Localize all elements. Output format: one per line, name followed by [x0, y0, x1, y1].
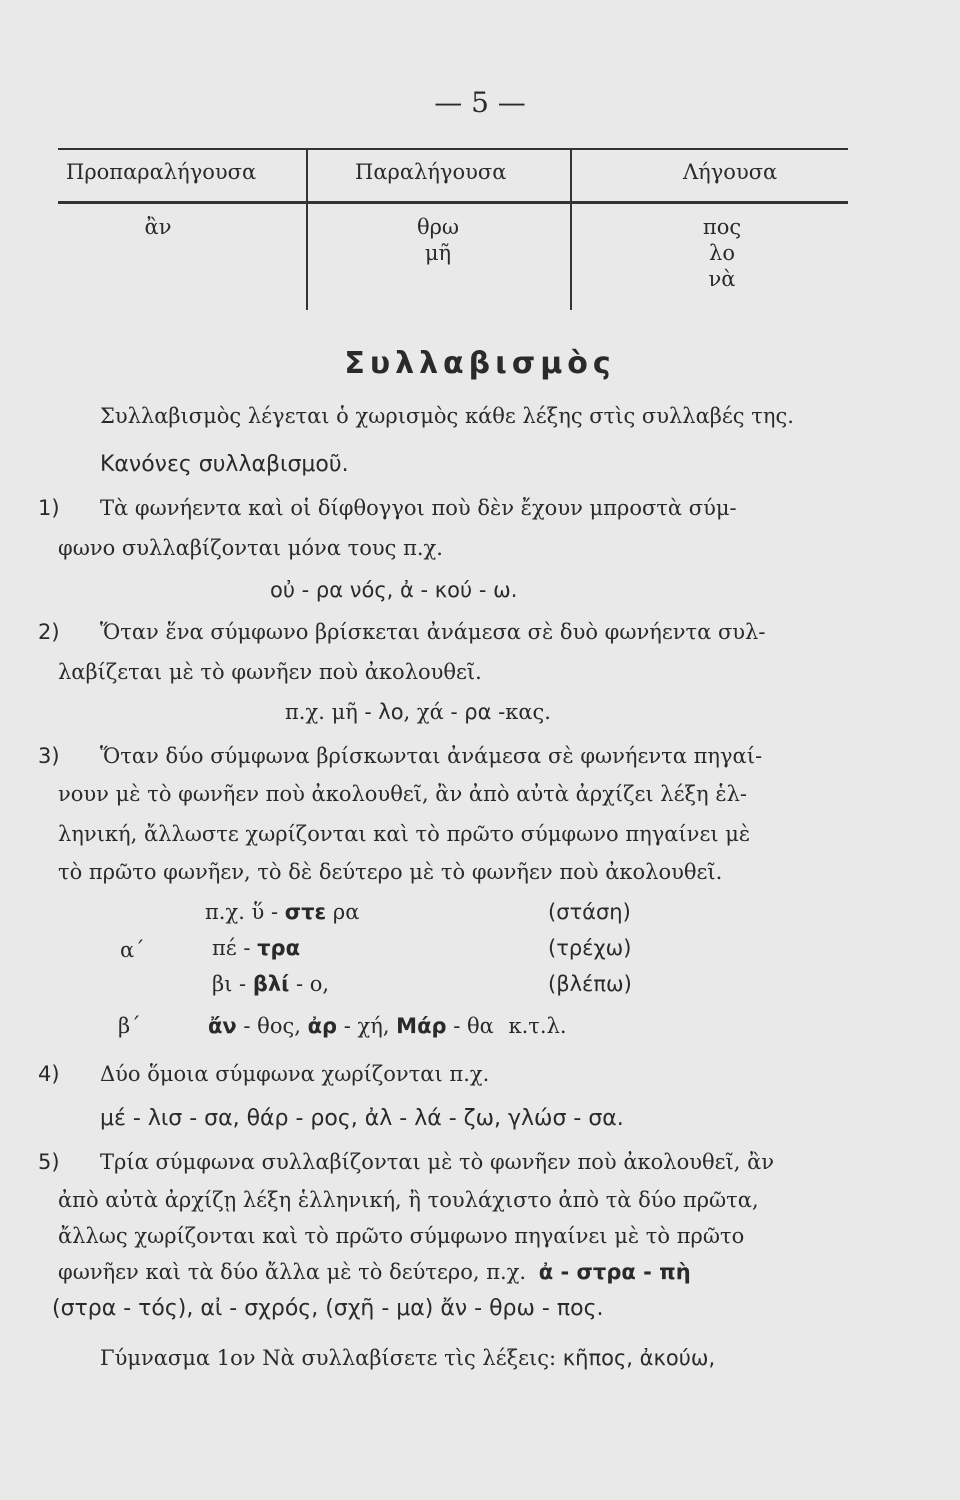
- rule-text: Τρία σύμφωνα συλλαβίζονται μὲ τὸ φωνῆεν ποὺ ἀκολουθεῖ, ἂν: [100, 1150, 775, 1174]
- example-label: α΄: [120, 938, 145, 962]
- table-header-rule: [58, 201, 848, 204]
- example-part: -κας.: [491, 700, 551, 724]
- table-column-divider: [306, 148, 308, 310]
- table-header-cell: Προπαραλήγουσα: [66, 160, 257, 184]
- exercise-text: Γύμνασμα 1ον Νὰ συλλαβίσετε τὶς λέξεις:: [100, 1346, 563, 1370]
- example-syllable: ἄν: [208, 1014, 237, 1038]
- example-prefix: π.χ.: [285, 700, 325, 724]
- syllable: λο: [709, 241, 735, 265]
- example-part: μῆ -: [331, 700, 379, 724]
- rule-text: ἄλλως χωρίζονται καὶ τὸ πρῶτο σύμφωνο πηγαίνει μὲ τὸ πρῶτο: [58, 1224, 745, 1248]
- example-syllable: βλί: [252, 972, 290, 996]
- rule-example: (στρα - τός), αἰ - σχρός, (σχῆ - μα) ἄν - θρω - πος.: [52, 1296, 604, 1321]
- syllable: νὰ: [708, 267, 736, 291]
- definition-text: Συλλαβισμὸς λέγεται ὁ χωρισμὸς κάθε λέξης στὶς συλλαβές της.: [100, 404, 794, 428]
- rule-text: λαβίζεται μὲ τὸ φωνῆεν ποὺ ἀκολουθεῖ.: [58, 660, 482, 684]
- example-part: , χά -: [403, 700, 465, 724]
- rules-heading: Κανόνες συλλαβισμοῦ.: [100, 452, 349, 477]
- rule-text: Δύο ὅμοια σύμφωνα χωρίζονται π.χ.: [100, 1062, 490, 1086]
- rule-number: 5): [38, 1150, 60, 1174]
- rule-text-part: φωνῆεν καὶ τὰ δύο ἄλλα μὲ τὸ δεύτερο, π.χ.: [58, 1260, 527, 1284]
- syllable: ἂν: [144, 215, 172, 239]
- page-number: — 5 —: [434, 86, 526, 119]
- rule-number: 1): [38, 496, 60, 520]
- rule-text: Ὅταν δύο σύμφωνα βρίσκωνται ἀνάμεσα σὲ φωνήεντα πηγαί-: [100, 744, 763, 768]
- example-part: - θα: [446, 1014, 501, 1038]
- example-syllable: ἀρ: [307, 1014, 338, 1038]
- syllable: μῆ: [424, 241, 452, 265]
- section-title: Συλλαβισμὸς: [344, 346, 616, 381]
- rule-text: Ὅταν ἕνα σύμφωνο βρίσκεται ἀνάμεσα σὲ δυὸ φωνήεντα συλ-: [100, 620, 766, 644]
- table-top-rule: [58, 148, 848, 150]
- example-row: [208, 1014, 567, 1038]
- rule-text: φωνο συλλαβίζονται μόνα τους π.χ.: [58, 536, 443, 560]
- table-header-cell: Λήγουσα: [683, 160, 778, 184]
- rule-number: 4): [38, 1062, 60, 1086]
- exercise: [100, 1346, 715, 1370]
- syllable: πος: [702, 215, 742, 239]
- rule-text: Τὰ φωνήεντα καὶ οἱ δίφθογγοι ποὺ δὲν ἔχουν μπροστὰ σύμ-: [100, 496, 737, 520]
- example-word: (στάση): [548, 900, 631, 924]
- rule-example: μέ - λισ - σα, θάρ - ρος, ἀλ - λά - ζω, γλώσ - σα.: [100, 1106, 624, 1131]
- exercise-words: κῆπος, ἀκούω,: [562, 1346, 716, 1370]
- rule-example: ἀ - στρα - πὴ: [538, 1260, 691, 1284]
- rule-text: νουν μὲ τὸ φωνῆεν ποὺ ἀκολουθεῖ, ἂν ἀπὸ αὐτὰ ἀρχίζει λέξη ἑλ-: [58, 782, 747, 806]
- rule-number: 3): [38, 744, 60, 768]
- example-syllable: Μάρ: [396, 1014, 447, 1038]
- rule-example: [285, 700, 551, 724]
- example-part: π.χ. ὕ -: [205, 900, 285, 924]
- example-word: (τρέχω): [548, 936, 632, 960]
- example-row: [212, 972, 329, 996]
- example-syllable: τρα: [257, 936, 301, 960]
- example-part: βι -: [212, 972, 253, 996]
- example-part: - θος,: [236, 1014, 308, 1038]
- table-cell: [682, 214, 762, 292]
- table-column-divider: [570, 148, 572, 310]
- example-part: πέ -: [212, 936, 258, 960]
- table-cell: [118, 214, 198, 240]
- example-row: [205, 900, 359, 924]
- example-label: β΄: [118, 1014, 141, 1038]
- rule-text: ληνική, ἄλλωστε χωρίζονται καὶ τὸ πρῶτο σύμφωνο πηγαίνει μὲ: [58, 822, 751, 846]
- example-word: (βλέπω): [548, 972, 632, 996]
- example-syllable: λο: [378, 700, 404, 724]
- syllable: θρω: [416, 215, 460, 239]
- rule-text: τὸ πρῶτο φωνῆεν, τὸ δὲ δεύτερο μὲ τὸ φωνῆεν ποὺ ἀκολουθεῖ.: [58, 860, 723, 884]
- example-part: - χή,: [337, 1014, 397, 1038]
- rule-number: 2): [38, 620, 60, 644]
- example-part: ρα: [326, 900, 360, 924]
- rule-text: ἀπὸ αὐτὰ ἀρχίζῃ λέξη ἑλληνική, ἢ τουλάχιστο ἀπὸ τὰ δύο πρῶτα,: [58, 1188, 759, 1212]
- syllable-table: [58, 148, 848, 316]
- example-syllable: στε: [284, 900, 327, 924]
- table-header-cell: Παραλήγουσα: [355, 160, 507, 184]
- rule-example: οὐ - ρα νός, ἀ - κού - ω.: [270, 578, 518, 602]
- example-part: - ο,: [289, 972, 330, 996]
- example-syllable: ρα: [464, 700, 492, 724]
- etc-text: κ.τ.λ.: [508, 1014, 567, 1038]
- table-cell: [398, 214, 478, 266]
- rule-text: [58, 1260, 691, 1284]
- example-row: [212, 936, 300, 960]
